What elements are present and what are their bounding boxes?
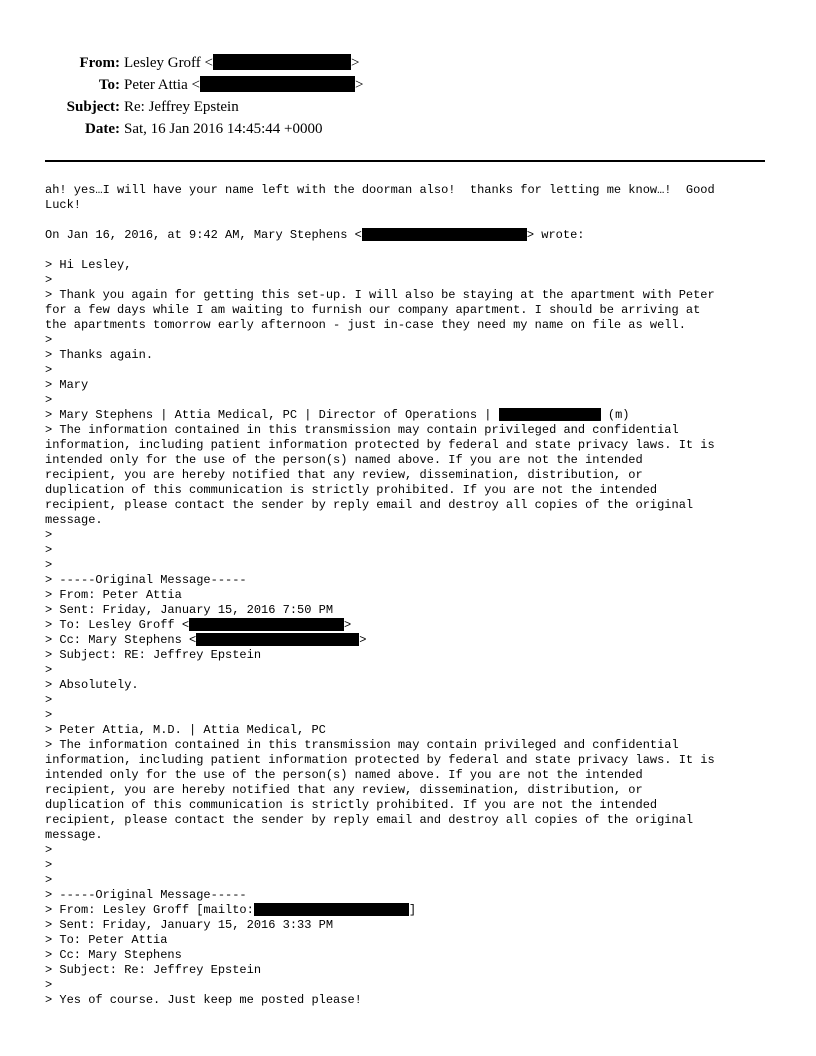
body-line: >: [45, 333, 53, 347]
body-line: > Thank you again for getting this set-up. I will also be staying at the apartment with Peter: [45, 288, 715, 302]
body-line: intended only for the use of the person(s) named above. If you are not the intended: [45, 453, 643, 467]
body-line: > Subject: Re: Jeffrey Epstein: [45, 963, 262, 977]
body-line: >: [45, 363, 53, 377]
body-line: [45, 903, 773, 918]
header-date: [0, 118, 322, 140]
signature-end: (m): [600, 408, 630, 422]
body-line: for a few days while I am waiting to furnish our company apartment. I should be arriving at: [45, 303, 701, 317]
body-line: [45, 618, 773, 633]
body-line: recipient, please contact the sender by reply email and destroy all copies of the original: [45, 498, 694, 512]
body-line: >: [45, 393, 53, 407]
from-label: From:: [79, 55, 120, 71]
quote-intro: On Jan 16, 2016, at 9:42 AM, Mary Stephens <: [45, 228, 362, 242]
body-line: message.: [45, 513, 103, 527]
body-line: > To: Peter Attia: [45, 933, 168, 947]
body-line: > The information contained in this transmission may contain privileged and confidential: [45, 738, 679, 752]
redaction-bar: [200, 76, 355, 92]
body-line: >: [45, 693, 53, 707]
body-line: >: [45, 558, 53, 572]
body-line: duplication of this communication is strictly prohibited. If you are not the intended: [45, 483, 658, 497]
body-line: >: [45, 858, 53, 872]
from-end: >: [351, 55, 360, 71]
date-value: Sat, 16 Jan 2016 14:45:44 +0000: [124, 121, 323, 137]
header-subject: [0, 96, 239, 118]
quote-intro-end: > wrote:: [526, 228, 585, 242]
body-line: > -----Original Message-----: [45, 573, 247, 587]
body-line: the apartments tomorrow early afternoon - just in-case they need my name on file as well.: [45, 318, 686, 332]
body-line: Luck!: [45, 198, 82, 212]
body-line: > Thanks again.: [45, 348, 154, 362]
body-line: >: [45, 978, 53, 992]
body-line: recipient, you are hereby notified that any review, dissemination, distribution, or: [45, 783, 643, 797]
signature-line: [45, 408, 773, 423]
body-line: >: [45, 873, 53, 887]
body-line: >: [45, 663, 53, 677]
body-line: > The information contained in this transmission may contain privileged and confidential: [45, 423, 679, 437]
body-line: intended only for the use of the person(s) named above. If you are not the intended: [45, 768, 643, 782]
from-line-text: > From: Lesley Groff [mailto:: [45, 903, 254, 917]
body-line: recipient, you are hereby notified that any review, dissemination, distribution, or: [45, 468, 643, 482]
blank-line: [45, 243, 773, 258]
to-line-text: > To: Lesley Groff <: [45, 618, 190, 632]
cc-line-text: > Cc: Mary Stephens <: [45, 633, 197, 647]
body-line: > Cc: Mary Stephens: [45, 948, 182, 962]
to-value: Peter Attia <: [124, 77, 200, 93]
body-line: [45, 633, 773, 648]
body-line: >: [45, 543, 53, 557]
signature-text: > Mary Stephens | Attia Medical, PC | Director of Operations |: [45, 408, 499, 422]
from-value: Lesley Groff <: [124, 55, 213, 71]
cc-line-end: >: [359, 633, 367, 647]
body-line: recipient, please contact the sender by reply email and destroy all copies of the original: [45, 813, 694, 827]
redaction-bar: [196, 633, 359, 646]
redaction-bar: [213, 54, 351, 70]
header-to: [0, 74, 363, 96]
body-line: message.: [45, 828, 103, 842]
body-line: > Peter Attia, M.D. | Attia Medical, PC: [45, 723, 326, 737]
body-line: information, including patient information protected by federal and state privacy laws. It is: [45, 753, 715, 767]
body-line: > Yes of course. Just keep me posted please!: [45, 993, 362, 1007]
body-line: duplication of this communication is strictly prohibited. If you are not the intended: [45, 798, 658, 812]
redaction-bar: [499, 408, 601, 421]
body-line: > Mary: [45, 378, 89, 392]
body-line: > Absolutely.: [45, 678, 139, 692]
to-line-end: >: [344, 618, 352, 632]
redaction-bar: [362, 228, 527, 241]
body-line: [45, 228, 773, 243]
to-label: To:: [98, 77, 120, 93]
body-line: > Hi Lesley,: [45, 258, 132, 272]
header-divider: [45, 160, 765, 162]
redaction-bar: [254, 903, 409, 916]
body-line: > Subject: RE: Jeffrey Epstein: [45, 648, 262, 662]
body-line: >: [45, 528, 53, 542]
body-line: > From: Peter Attia: [45, 588, 182, 602]
subject-label: Subject:: [66, 99, 120, 115]
body-line: >: [45, 843, 53, 857]
header-from: [0, 52, 359, 74]
body-line: information, including patient information protected by federal and state privacy laws. It is: [45, 438, 715, 452]
body-line: > -----Original Message-----: [45, 888, 247, 902]
to-end: >: [354, 77, 364, 93]
body-line: >: [45, 708, 53, 722]
body-line: > Sent: Friday, January 15, 2016 3:33 PM: [45, 918, 334, 932]
from-line-end: ]: [408, 903, 417, 917]
subject-value: Re: Jeffrey Epstein: [124, 99, 239, 115]
body-line: > Sent: Friday, January 15, 2016 7:50 PM: [45, 603, 334, 617]
redaction-bar: [189, 618, 344, 631]
date-label: Date:: [85, 121, 120, 137]
body-line: >: [45, 273, 53, 287]
blank-line: [45, 213, 773, 228]
body-line: ah! yes…I will have your name left with the doorman also! thanks for letting me know…! Good: [45, 183, 715, 197]
email-body: [45, 183, 773, 1008]
